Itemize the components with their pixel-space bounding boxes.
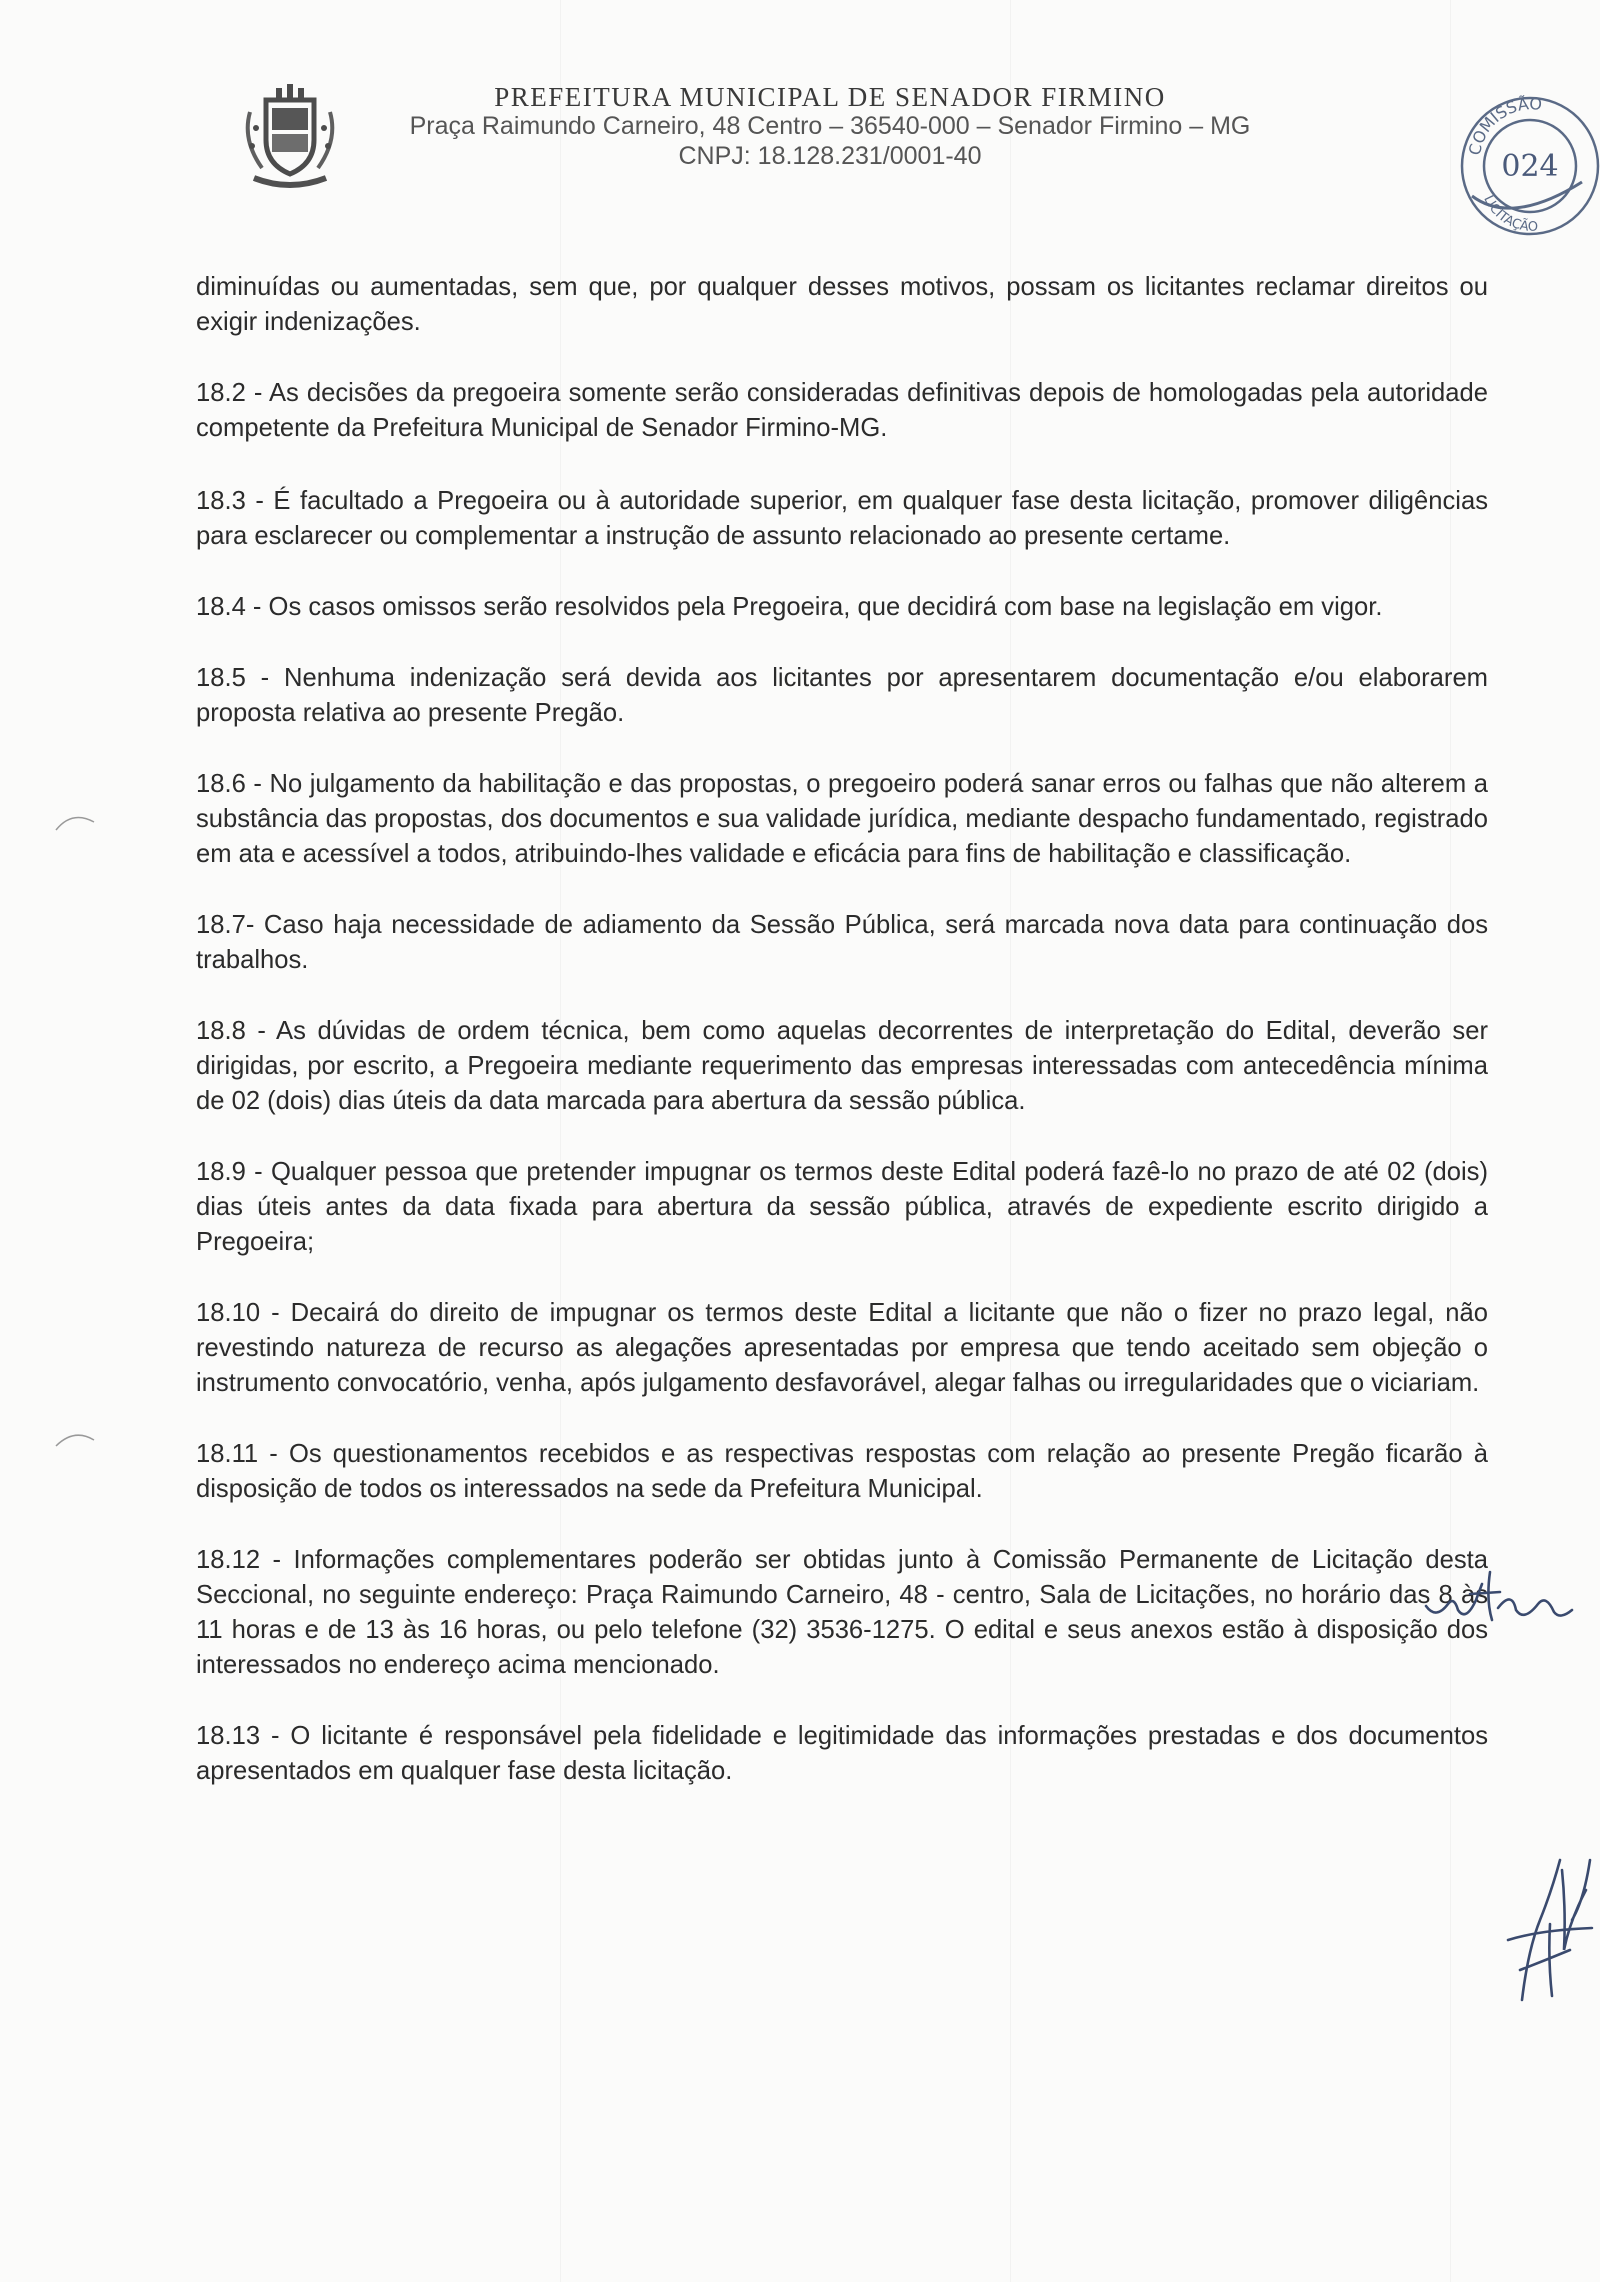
letterhead [0,60,1600,235]
scan-mark-icon [50,800,100,840]
document-body [196,270,1488,1824]
handwritten-initial-icon [1420,1560,1600,1640]
signature-icon [1500,1800,1600,2020]
paragraph-18-4: 18.4 - Os casos omissos serão resolvidos pela Pregoeira, que decidirá com base na legislação em vigor. [196,593,1383,621]
paragraph-18-2: 18.2 - As decisões da pregoeira somente serão consideradas definitivas depois de homologadas pela autoridade competente da Prefeitura Municipal de Senador Firmino-MG. [196,379,1488,442]
paragraph-18-9: 18.9 - Qualquer pessoa que pretender impugnar os termos deste Edital poderá fazê-lo no prazo de até 02 (dois) dias úteis antes da data fixada para abertura da sessão pública, através de expediente escrito dirigido a Pregoeira; [196,1158,1488,1256]
commission-stamp-icon [1432,86,1600,286]
paragraph-18-7: 18.7- Caso haja necessidade de adiamento da Sessão Pública, será marcada nova data para continuação dos trabalhos. [196,911,1488,974]
org-cnpj: CNPJ: 18.128.231/0001-40 [678,142,982,170]
paragraph: diminuídas ou aumentadas, sem que, por qualquer desses motivos, possam os licitantes reclamar direitos ou exigir indenizações. [196,273,1488,336]
stamp-number: 024 [1501,149,1559,184]
paragraph-18-6: 18.6 - No julgamento da habilitação e das propostas, o pregoeiro poderá sanar erros ou falhas que não alterem a substância das propostas, dos documentos e sua validade jurídica, mediante despacho fundamentado, registrado em ata e acessível a todos, atribuindo-lhes validade e eficácia para fins de habilitação e classificação. [196,770,1488,868]
paragraph-18-12: 18.12 - Informações complementares poderão ser obtidas junto à Comissão Permanente de Licitação desta Seccional, no seguinte endereço: Praça Raimundo Carneiro, 48 - centro, Sala de Licitações, no horário das 8 às 11 horas e de 13 às 16 horas, ou pelo telefone (32) 3536-1275. O edital e seus anexos estão à disposição dos interessados no endereço acima mencionado. [196,1546,1488,1679]
stamp-bottom-text: LICITAÇÃO [1480,193,1539,235]
stamp-top-text: COMISSÃO [1465,94,1543,157]
org-name: PREFEITURA MUNICIPAL DE SENADOR FIRMINO [494,82,1166,112]
paragraph-18-10: 18.10 - Decairá do direito de impugnar os termos deste Edital a licitante que não o fizer no prazo legal, não revestindo natureza de recurso as alegações apresentadas por empresa que tendo aceitado sem objeção o instrumento convocatório, venha, após julgamento desfavorável, alegar falhas ou irregularidades que o viciariam. [196,1299,1488,1397]
paragraph-18-8: 18.8 - As dúvidas de ordem técnica, bem como aquelas decorrentes de interpretação do Edital, deverão ser dirigidas, por escrito, a Pregoeira mediante requerimento das empresas interessadas com antecedência mínima de 02 (dois) dias úteis da data marcada para abertura da sessão pública. [196,1017,1488,1115]
paragraph-18-3: 18.3 - É facultado a Pregoeira ou à autoridade superior, em qualquer fase desta licitação, promover diligências para esclarecer ou complementar a instrução de assunto relacionado ao presente certame. [196,487,1488,550]
paragraph-18-11: 18.11 - Os questionamentos recebidos e as respectivas respostas com relação ao presente Pregão ficarão à disposição de todos os interessados na sede da Prefeitura Municipal. [196,1440,1488,1503]
paragraph-18-5: 18.5 - Nenhuma indenização será devida aos licitantes por apresentarem documentação e/ou elaborarem proposta relativa ao presente Pregão. [196,664,1488,727]
paragraph-18-13: 18.13 - O licitante é responsável pela fidelidade e legitimidade das informações prestadas e dos documentos apresentados em qualquer fase desta licitação. [196,1722,1488,1785]
scan-mark-icon [50,1420,100,1460]
org-address: Praça Raimundo Carneiro, 48 Centro – 36540-000 – Senador Firmino – MG [409,112,1251,140]
